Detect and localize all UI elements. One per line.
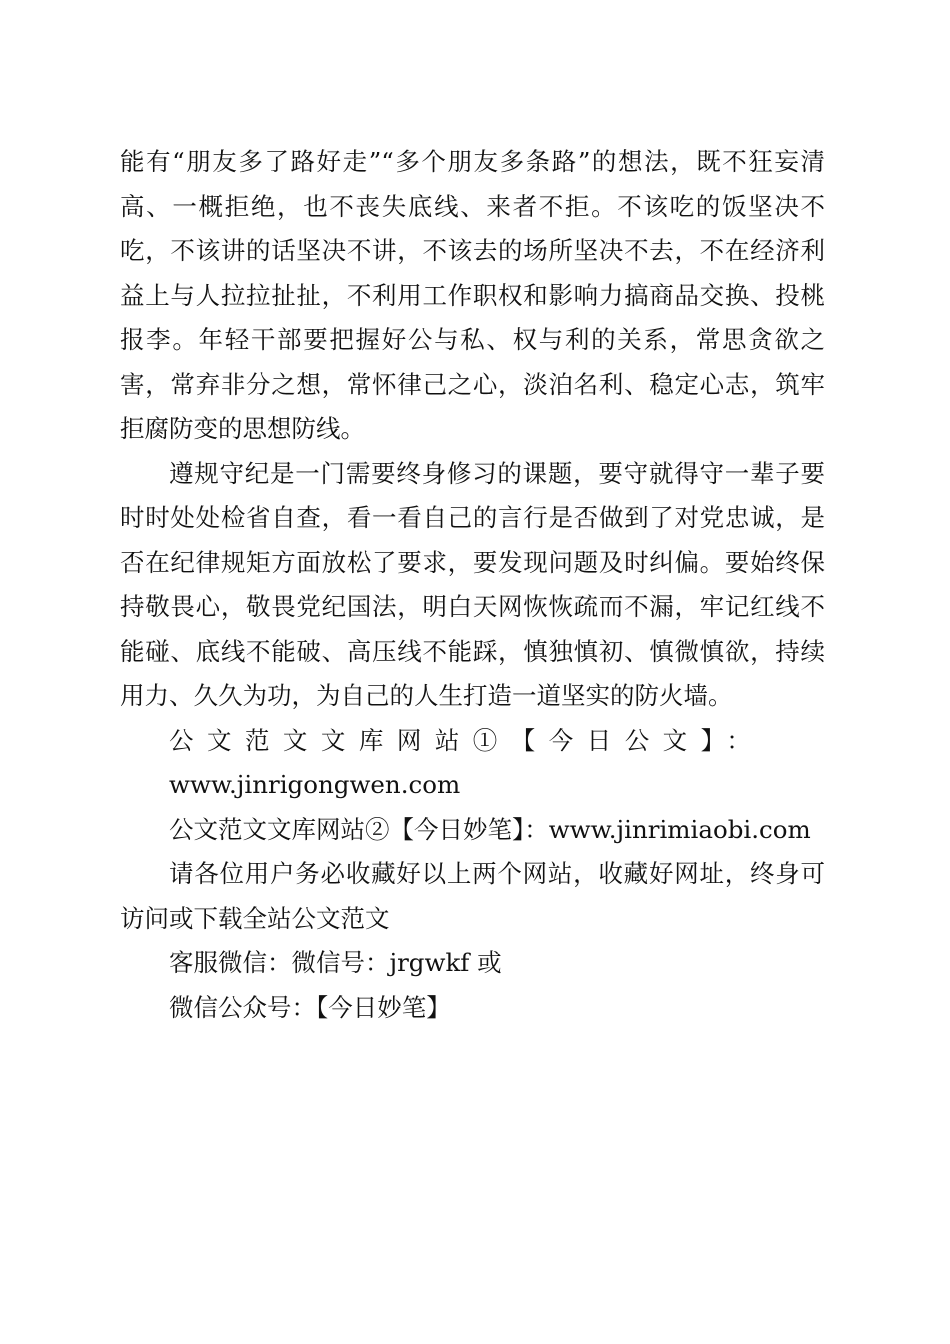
site-2-line: 公文范文文库网站②【今日妙笔】：www.jinrimiaobi.com <box>169 814 811 844</box>
body-paragraph-1: 能有“朋友多了路好走”“多个朋友多条路”的想法，既不狂妄清高、一概拒绝，也不丧失底线、来者不拒。不该吃的饭坚决不吃，不该讲的话坚决不讲，不该去的场所坚决不去，不在经济利益上与人拉拉扯扯，不利用工作职权和影响力搞商品交换、投桃报李。年轻干部要把握好公与私、权与利的关系，常思贪欲之害，常弃非分之想，常怀律己之心，淡泊名利、稳定心志，筑牢拒腐防变的思想防线。 <box>120 147 825 443</box>
wechat-id-line: 客服微信：微信号：jrgwkf 或 <box>169 948 502 977</box>
bookmark-reminder: 请各位用户务必收藏好以上两个网站，收藏好网址，终身可访问或下载全站公文范文 <box>120 859 825 933</box>
site-1-line <box>120 719 825 808</box>
site-1-label: 公文范文文库网站①【今日公文】： <box>169 725 765 755</box>
document-body <box>120 140 825 1030</box>
site-1-url[interactable]: www.jinrigongwen.com <box>169 770 461 799</box>
body-paragraph-2: 遵规守纪是一门需要终身修习的课题，要守就得守一辈子要时时处处检省自查，看一看自己的言行是否做到了对党忠诚，是否在纪律规矩方面放松了要求，要发现问题及时纠偏。要始终保持敬畏心，敬畏党纪国法，明白天网恢恢疏而不漏，牢记红线不能碰、底线不能破、高压线不能踩，慎独慎初、慎微慎欲，持续用力、久久为功，为自己的人生打造一道坚实的防火墙。 <box>120 458 825 710</box>
public-account-line: 微信公众号：【今日妙笔】 <box>169 992 451 1022</box>
